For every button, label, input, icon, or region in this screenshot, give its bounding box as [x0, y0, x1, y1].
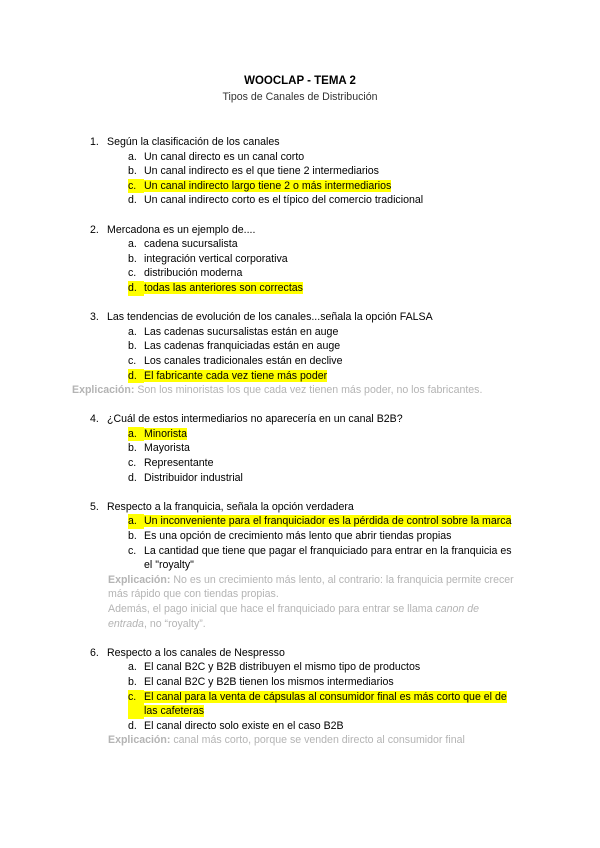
question-number: 5.: [90, 500, 99, 513]
option-item: [128, 441, 520, 456]
option-item: [128, 660, 520, 675]
option-item: [128, 252, 520, 267]
explanation-label: Explicación:: [108, 573, 171, 586]
option-text: [144, 266, 520, 281]
option-text: [144, 456, 520, 471]
answer-text: Representante: [144, 457, 214, 470]
option-text: [144, 529, 520, 544]
option-text: [144, 164, 520, 179]
option-letter: a.: [128, 325, 137, 338]
correct-answer-text: Un inconveniente para el franquiciador es la pérdida de control sobre la marca: [144, 515, 512, 528]
explanation-text: canon de entrada: [108, 603, 480, 630]
options-list: [128, 150, 520, 208]
option-letter: c.: [128, 457, 137, 470]
option-item: [128, 164, 520, 179]
option-letter: b.: [128, 252, 137, 265]
option-letter: a.: [128, 150, 137, 163]
question: [90, 646, 520, 748]
question-number: 4.: [90, 413, 99, 426]
question-list: [72, 135, 520, 763]
option-item: [128, 193, 520, 208]
option-text: [144, 179, 520, 194]
option-letter: d.: [128, 369, 144, 384]
option-item: [128, 544, 520, 573]
explanation-text: Además, el pago inicial que hace el franquiciado para entrar se llama: [108, 603, 436, 615]
question-text: Mercadona es un ejemplo de....: [107, 223, 256, 236]
option-letter: d.: [128, 719, 137, 732]
explanation-paragraph: [108, 602, 520, 631]
option-letter: c.: [128, 544, 137, 557]
option-item: [128, 427, 520, 442]
options-list: [128, 427, 520, 485]
option-text: [144, 252, 520, 267]
option-letter: b.: [128, 340, 137, 353]
option-item: [128, 325, 520, 340]
options-list: [128, 514, 520, 572]
question-line: [90, 223, 520, 238]
option-item: [128, 675, 520, 690]
option-text: [144, 193, 520, 208]
answer-text: Las cadenas franquiciadas están en auge: [144, 340, 341, 353]
option-item: [128, 237, 520, 252]
explanation-paragraph: [72, 383, 552, 398]
option-text: [144, 471, 520, 486]
question-text: Respecto a la franquicia, señala la opción verdadera: [107, 500, 354, 513]
explanation-text: canal más corto, porque se venden directo al consumidor final: [170, 734, 465, 747]
question-text: ¿Cuál de estos intermediarios no aparecería en un canal B2B?: [107, 413, 403, 426]
explanation-label: Explicación:: [72, 384, 135, 397]
option-text: [144, 675, 520, 690]
answer-text: Los canales tradicionales están en declive: [144, 354, 343, 367]
option-letter: a.: [128, 661, 137, 674]
option-item: [128, 266, 520, 281]
option-item: [128, 529, 520, 544]
correct-answer-text: El canal para la venta de cápsulas al consumidor final es más corto que el de las cafeteras: [144, 690, 507, 718]
option-text: [144, 354, 520, 369]
option-letter: b.: [128, 675, 137, 688]
question: [90, 500, 520, 631]
question-line: [90, 412, 520, 427]
option-letter: c.: [128, 179, 144, 194]
option-letter: b.: [128, 530, 137, 543]
option-item: [128, 179, 520, 194]
options-list: [128, 325, 520, 383]
option-letter: c.: [128, 354, 137, 367]
answer-text: Mayorista: [144, 442, 190, 455]
option-item: [128, 281, 520, 296]
option-text: [144, 690, 520, 719]
answer-text: distribución moderna: [144, 267, 243, 280]
answer-text: integración vertical corporativa: [144, 252, 288, 265]
option-text: [144, 339, 520, 354]
answer-text: El canal B2C y B2B distribuyen el mismo tipo de productos: [144, 661, 421, 674]
options-list: [128, 237, 520, 295]
option-text: [144, 369, 520, 384]
option-letter: a.: [128, 427, 144, 442]
answer-text: cadena sucursalista: [144, 238, 238, 251]
explanation: [108, 573, 520, 631]
option-text: [144, 544, 520, 573]
answer-text: El canal B2C y B2B tienen los mismos intermediarios: [144, 675, 394, 688]
explanation-text: , no “royalty”.: [143, 617, 206, 630]
option-item: [128, 471, 520, 486]
document-subtitle: Tipos de Canales de Distribución: [222, 91, 378, 103]
question-line: [90, 310, 520, 325]
option-item: [128, 354, 520, 369]
option-item: [128, 690, 520, 719]
option-text: [144, 514, 520, 529]
option-letter: b.: [128, 165, 137, 178]
option-text: [144, 660, 520, 675]
explanation: [72, 383, 552, 398]
answer-text: Un canal indirecto corto es el típico del comercio tradicional: [144, 194, 424, 207]
question: [90, 135, 520, 208]
option-letter: a.: [128, 514, 144, 529]
options-list: [128, 660, 520, 733]
option-text: [144, 150, 520, 165]
question-number: 3.: [90, 311, 99, 324]
explanation-paragraph: [108, 733, 520, 748]
option-letter: c.: [128, 267, 137, 280]
answer-text: Un canal directo es un canal corto: [144, 150, 305, 163]
question-line: [90, 646, 520, 661]
option-letter: c.: [128, 690, 144, 719]
question-number: 6.: [90, 646, 99, 659]
question-number: 1.: [90, 136, 99, 148]
answer-text: La cantidad que tiene que pagar el franquiciado para entrar en la franquicia es el "royalty": [144, 544, 512, 572]
option-item: [128, 456, 520, 471]
option-letter: d.: [128, 471, 137, 484]
correct-answer-text: todas las anteriores son correctas: [144, 281, 303, 294]
question-line: [90, 135, 520, 150]
option-letter: d.: [128, 194, 137, 207]
option-text: [144, 325, 520, 340]
explanation: [108, 733, 520, 748]
option-item: [128, 719, 520, 734]
option-text: [144, 719, 520, 734]
explanation-text: Son los minoristas los que cada vez tienen más poder, no los fabricantes.: [134, 384, 483, 397]
option-item: [128, 150, 520, 165]
option-text: [144, 441, 520, 456]
answer-text: El canal directo solo existe en el caso B2B: [144, 719, 344, 732]
explanation-label: Explicación:: [108, 734, 171, 747]
question-line: [90, 500, 520, 515]
option-item: [128, 514, 520, 529]
option-letter: d.: [128, 281, 144, 296]
option-letter: b.: [128, 442, 137, 455]
correct-answer-text: Un canal indirecto largo tiene 2 o más intermediarios: [144, 179, 392, 192]
question: [72, 310, 520, 398]
explanation-text: No es un crecimiento más lento, al contrario: la franquicia permite crecer más rápido que con tiendas propias.: [108, 573, 514, 601]
answer-text: Es una opción de crecimiento más lento que abrir tiendas propias: [144, 530, 452, 543]
answer-text: Distribuidor industrial: [144, 471, 243, 484]
answer-text: Un canal indirecto es el que tiene 2 intermediarios: [144, 165, 379, 178]
document-title: WOOCLAP - TEMA 2: [244, 75, 356, 87]
option-text: [144, 427, 520, 442]
option-item: [128, 339, 520, 354]
correct-answer-text: El fabricante cada vez tiene más poder: [144, 369, 328, 382]
question: [90, 223, 520, 296]
option-item: [128, 369, 520, 384]
option-letter: a.: [128, 238, 137, 251]
option-text: [144, 281, 520, 296]
answer-text: Las cadenas sucursalistas están en auge: [144, 325, 339, 338]
question-number: 2.: [90, 223, 99, 236]
question: [90, 412, 520, 485]
option-text: [144, 237, 520, 252]
question-text: Las tendencias de evolución de los canales...señala la opción FALSA: [107, 311, 433, 324]
question-text: Según la clasificación de los canales: [107, 136, 280, 148]
explanation-paragraph: [108, 573, 520, 602]
question-text: Respecto a los canales de Nespresso: [107, 646, 285, 659]
correct-answer-text: Minorista: [144, 427, 187, 440]
